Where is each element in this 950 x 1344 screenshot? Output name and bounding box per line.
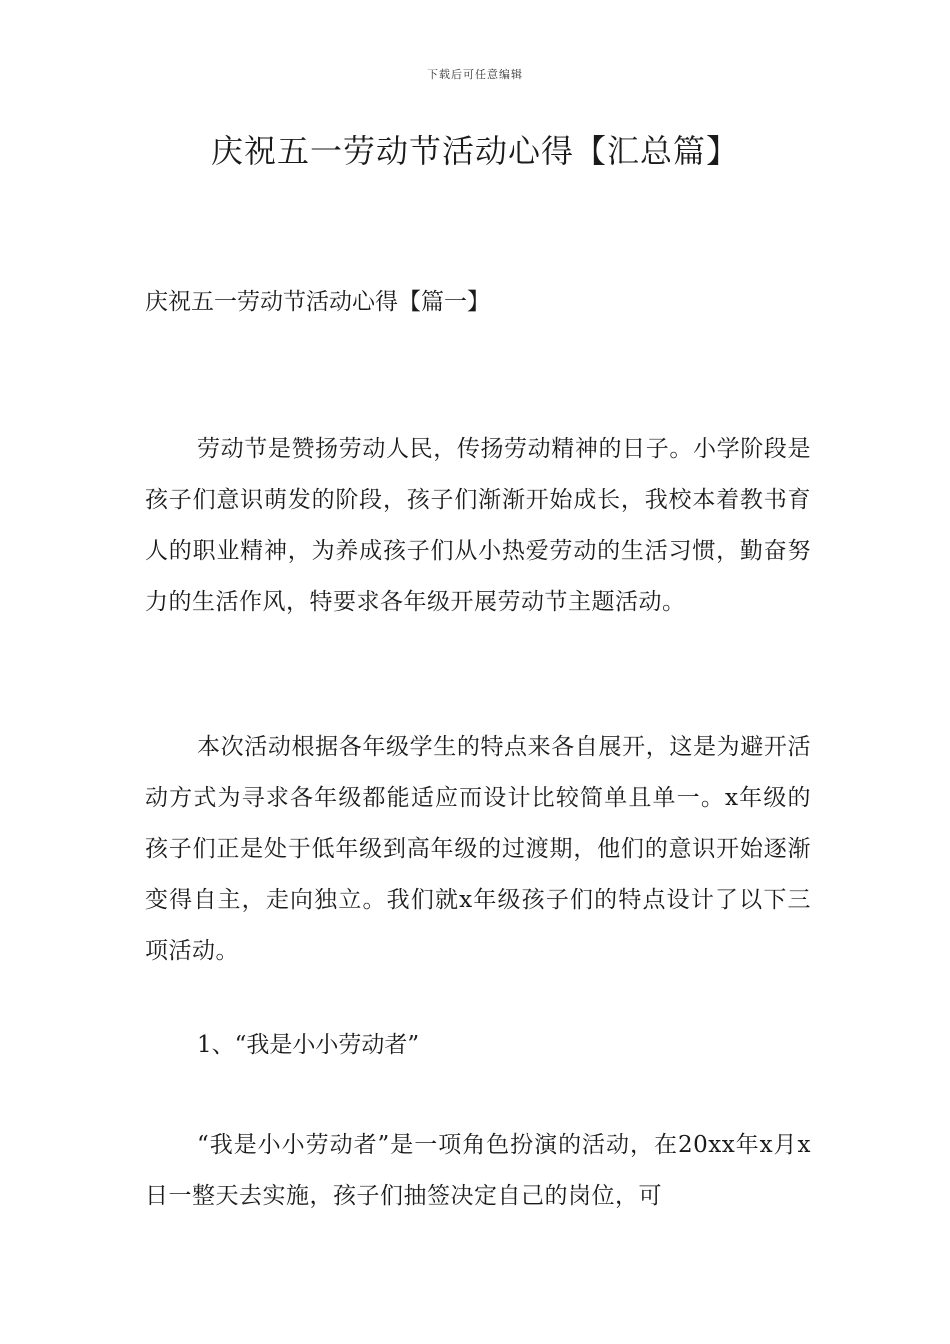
section-title: 庆祝五一劳动节活动心得【篇一】 [145,289,490,315]
paragraph-activity-overview: 本次活动根据各年级学生的特点来各自展开，这是为避开活动方式为寻求各年级都能适应而设计比较简单且单一。x年级的孩子们正是处于低年级到高年级的过渡期，他们的意识开始逐渐变得自主，走向独立。我们就x年级孩子们的特点设计了以下三项活动。 [145,734,811,964]
header-note: 下载后可任意编辑 [427,68,523,81]
paragraph-activity-description: “我是小小劳动者”是一项角色扮演的活动，在20xx年x月x日一整天去实施，孩子们抽签决定自己的岗位，可 [145,1132,811,1209]
document-title: 庆祝五一劳动节活动心得【汇总篇】 [210,132,739,170]
paragraph-intro: 劳动节是赞扬劳动人民，传扬劳动精神的日子。小学阶段是孩子们意识萌发的阶段，孩子们渐渐开始成长，我校本着教书育人的职业精神，为养成孩子们从小热爱劳动的生活习惯，勤奋努力的生活作风，特要求各年级开展劳动节主题活动。 [145,436,811,615]
activity-item-heading: 1、“我是小小劳动者” [197,1032,420,1058]
